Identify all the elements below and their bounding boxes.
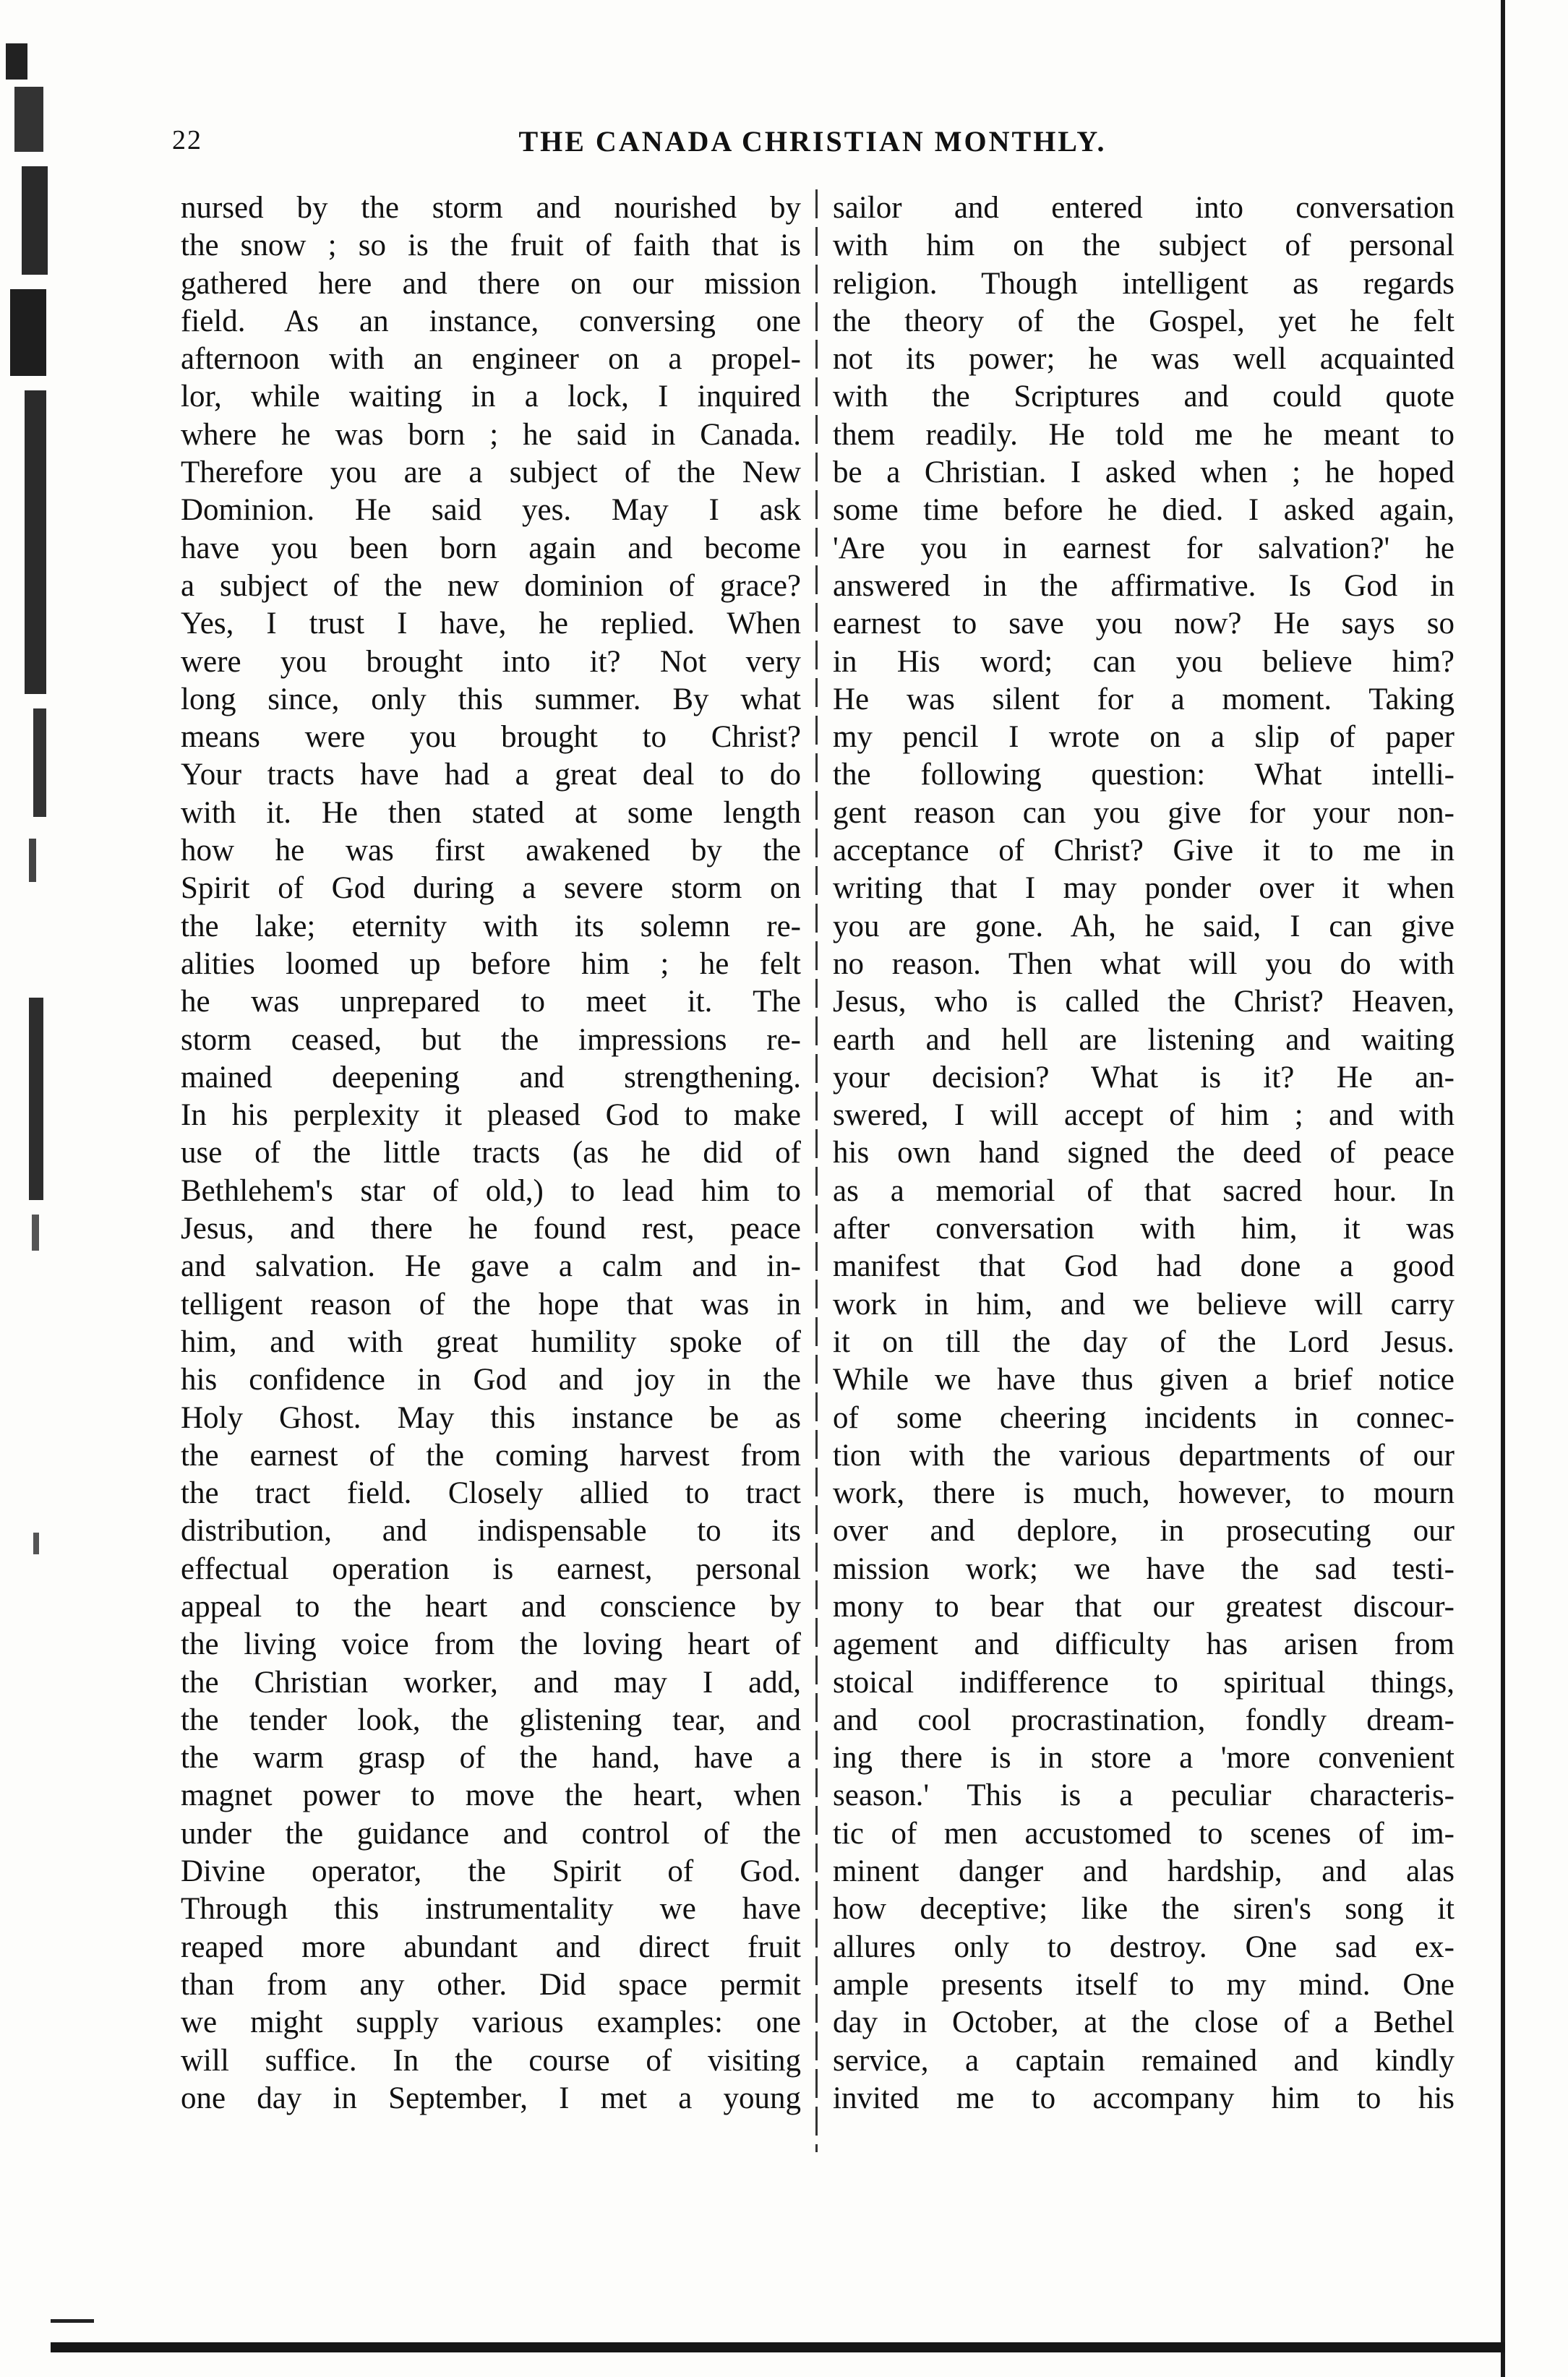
text-line: distribution, and indispensable to its <box>181 1514 801 1549</box>
text-line: alities loomed up before him ; he felt <box>181 946 801 981</box>
text-line: the living voice from the loving heart of <box>181 1627 801 1662</box>
right-border-rule <box>1501 0 1505 2377</box>
text-line: Divine operator, the Spirit of God. <box>181 1854 801 1889</box>
running-title: THE CANADA CHRISTIAN MONTHLY. <box>518 125 1107 158</box>
text-line: were you brought into it? Not very <box>181 644 801 679</box>
text-line: mission work; we have the sad testi- <box>833 1551 1455 1586</box>
text-line: minent danger and hardship, and alas <box>833 1854 1455 1889</box>
text-line: it on till the day of the Lord Jesus. <box>833 1324 1455 1359</box>
text-line: 'Are you in earnest for salvation?' he <box>833 531 1455 565</box>
text-line: the snow ; so is the fruit of faith that is <box>181 228 801 263</box>
text-line: will suffice. In the course of visiting <box>181 2043 801 2078</box>
text-line: of some cheering incidents in connec- <box>833 1400 1455 1435</box>
text-line: the theory of the Gospel, yet he felt <box>833 304 1455 338</box>
text-line: storm ceased, but the impressions re- <box>181 1022 801 1057</box>
text-line: answered in the affirmative. Is God in <box>833 568 1455 603</box>
text-line: gathered here and there on our mission <box>181 266 801 301</box>
text-line: him, and with great humility spoke of <box>181 1324 801 1359</box>
left-text-column <box>181 189 801 2117</box>
text-line: you are gone. Ah, he said, I can give <box>833 909 1455 943</box>
text-line: Your tracts have had a great deal to do <box>181 758 801 792</box>
text-line: than from any other. Did space permit <box>181 1967 801 2002</box>
text-line: the warm grasp of the hand, have a <box>181 1741 801 1776</box>
text-line: them readily. He told me he meant to <box>833 417 1455 452</box>
text-line: tion with the various departments of our <box>833 1438 1455 1473</box>
text-line: with it. He then stated at some length <box>181 795 801 830</box>
text-line: lor, while waiting in a lock, I inquired <box>181 380 801 414</box>
text-line: field. As an instance, conversing one <box>181 304 801 338</box>
text-line: ing there is in store a 'more convenient <box>833 1741 1455 1776</box>
text-line: acceptance of Christ? Give it to me in <box>833 834 1455 868</box>
scanned-page-edge <box>0 0 51 1590</box>
text-line: means were you brought to Christ? <box>181 720 801 755</box>
text-line: with him on the subject of personal <box>833 228 1455 263</box>
text-line: sailor and entered into conversation <box>833 191 1455 225</box>
text-line: the tract field. Closely allied to tract <box>181 1476 801 1511</box>
text-line: be a Christian. I asked when ; he hoped <box>833 455 1455 490</box>
text-line: While we have thus given a brief notice <box>833 1363 1455 1397</box>
text-line: effectual operation is earnest, personal <box>181 1551 801 1586</box>
text-line: tic of men accustomed to scenes of im- <box>833 1816 1455 1851</box>
page-header <box>172 124 1453 165</box>
text-line: swered, I will accept of him ; and with <box>833 1098 1455 1133</box>
text-line: day in October, at the close of a Bethel <box>833 2005 1455 2040</box>
text-line: Therefore you are a subject of the New <box>181 455 801 490</box>
text-line: telligent reason of the hope that was in <box>181 1287 801 1322</box>
text-line: Holy Ghost. May this instance be as <box>181 1400 801 1435</box>
text-line: your decision? What is it? He an- <box>833 1060 1455 1095</box>
text-line: gent reason can you give for your non- <box>833 795 1455 830</box>
text-line: invited me to accompany him to his <box>833 2081 1455 2115</box>
text-line: earth and hell are listening and waiting <box>833 1022 1455 1057</box>
text-line: He was silent for a moment. Taking <box>833 682 1455 716</box>
page-number: 22 <box>172 125 202 155</box>
column-divider <box>815 189 818 2152</box>
text-line: ample presents itself to my mind. One <box>833 1967 1455 2002</box>
text-line: where he was born ; he said in Canada. <box>181 417 801 452</box>
text-line: nursed by the storm and nourished by <box>181 191 801 225</box>
text-line: stoical indifference to spiritual things, <box>833 1665 1455 1700</box>
text-line: reaped more abundant and direct fruit <box>181 1930 801 1964</box>
text-line: he was unprepared to meet it. The <box>181 985 801 1019</box>
text-line: how deceptive; like the siren's song it <box>833 1892 1455 1927</box>
text-line: mony to bear that our greatest discour- <box>833 1589 1455 1624</box>
text-line: appeal to the heart and conscience by <box>181 1589 801 1624</box>
text-line: the Christian worker, and may I add, <box>181 1665 801 1700</box>
text-line: how he was first awakened by the <box>181 834 801 868</box>
text-line: afternoon with an engineer on a propel- <box>181 342 801 377</box>
text-line: after conversation with him, it was <box>833 1212 1455 1246</box>
text-line: work in him, and we believe will carry <box>833 1287 1455 1322</box>
text-line: his own hand signed the deed of peace <box>833 1136 1455 1170</box>
text-line: Bethlehem's star of old,) to lead him to <box>181 1173 801 1208</box>
text-line: in His word; can you believe him? <box>833 644 1455 679</box>
text-line: writing that I may ponder over it when <box>833 871 1455 906</box>
text-line: the earnest of the coming harvest from <box>181 1438 801 1473</box>
text-line: the lake; eternity with its solemn re- <box>181 909 801 943</box>
text-line: long since, only this summer. By what <box>181 682 801 716</box>
text-line: In his perplexity it pleased God to make <box>181 1098 801 1133</box>
text-line: some time before he died. I asked again, <box>833 493 1455 528</box>
text-line: the tender look, the glistening tear, and <box>181 1703 801 1737</box>
text-line: season.' This is a peculiar characteris- <box>833 1778 1455 1813</box>
text-line: use of the little tracts (as he did of <box>181 1136 801 1170</box>
text-line: Jesus, and there he found rest, peace <box>181 1212 801 1246</box>
text-line: Spirit of God during a severe storm on <box>181 871 801 906</box>
text-line: the following question: What intelli- <box>833 758 1455 792</box>
text-line: not its power; he was well acquainted <box>833 342 1455 377</box>
text-line: allures only to destroy. One sad ex- <box>833 1930 1455 1964</box>
text-line: over and deplore, in prosecuting our <box>833 1514 1455 1549</box>
text-line: under the guidance and control of the <box>181 1816 801 1851</box>
text-line: Jesus, who is called the Christ? Heaven, <box>833 985 1455 1019</box>
text-line: work, there is much, however, to mourn <box>833 1476 1455 1511</box>
text-line: with the Scriptures and could quote <box>833 380 1455 414</box>
text-line: service, a captain remained and kindly <box>833 2043 1455 2078</box>
bottom-border-rule <box>51 2342 1505 2352</box>
text-line: religion. Though intelligent as regards <box>833 266 1455 301</box>
text-line: magnet power to move the heart, when <box>181 1778 801 1813</box>
text-line: have you been born again and become <box>181 531 801 565</box>
right-text-column <box>833 189 1455 2117</box>
text-line: no reason. Then what will you do with <box>833 946 1455 981</box>
text-line: and cool procrastination, fondly dream- <box>833 1703 1455 1737</box>
text-line: his confidence in God and joy in the <box>181 1363 801 1397</box>
text-line: and salvation. He gave a calm and in- <box>181 1249 801 1284</box>
text-line: Yes, I trust I have, he replied. When <box>181 607 801 641</box>
text-line: Dominion. He said yes. May I ask <box>181 493 801 528</box>
text-line: a subject of the new dominion of grace? <box>181 568 801 603</box>
bottom-edge-mark <box>51 2319 94 2323</box>
text-line: my pencil I wrote on a slip of paper <box>833 720 1455 755</box>
text-line: earnest to save you now? He says so <box>833 607 1455 641</box>
text-line: agement and difficulty has arisen from <box>833 1627 1455 1662</box>
text-line: we might supply various examples: one <box>181 2005 801 2040</box>
text-line: Through this instrumentality we have <box>181 1892 801 1927</box>
text-line: as a memorial of that sacred hour. In <box>833 1173 1455 1208</box>
text-line: manifest that God had done a good <box>833 1249 1455 1284</box>
text-line: mained deepening and strengthening. <box>181 1060 801 1095</box>
text-line: one day in September, I met a young <box>181 2081 801 2115</box>
